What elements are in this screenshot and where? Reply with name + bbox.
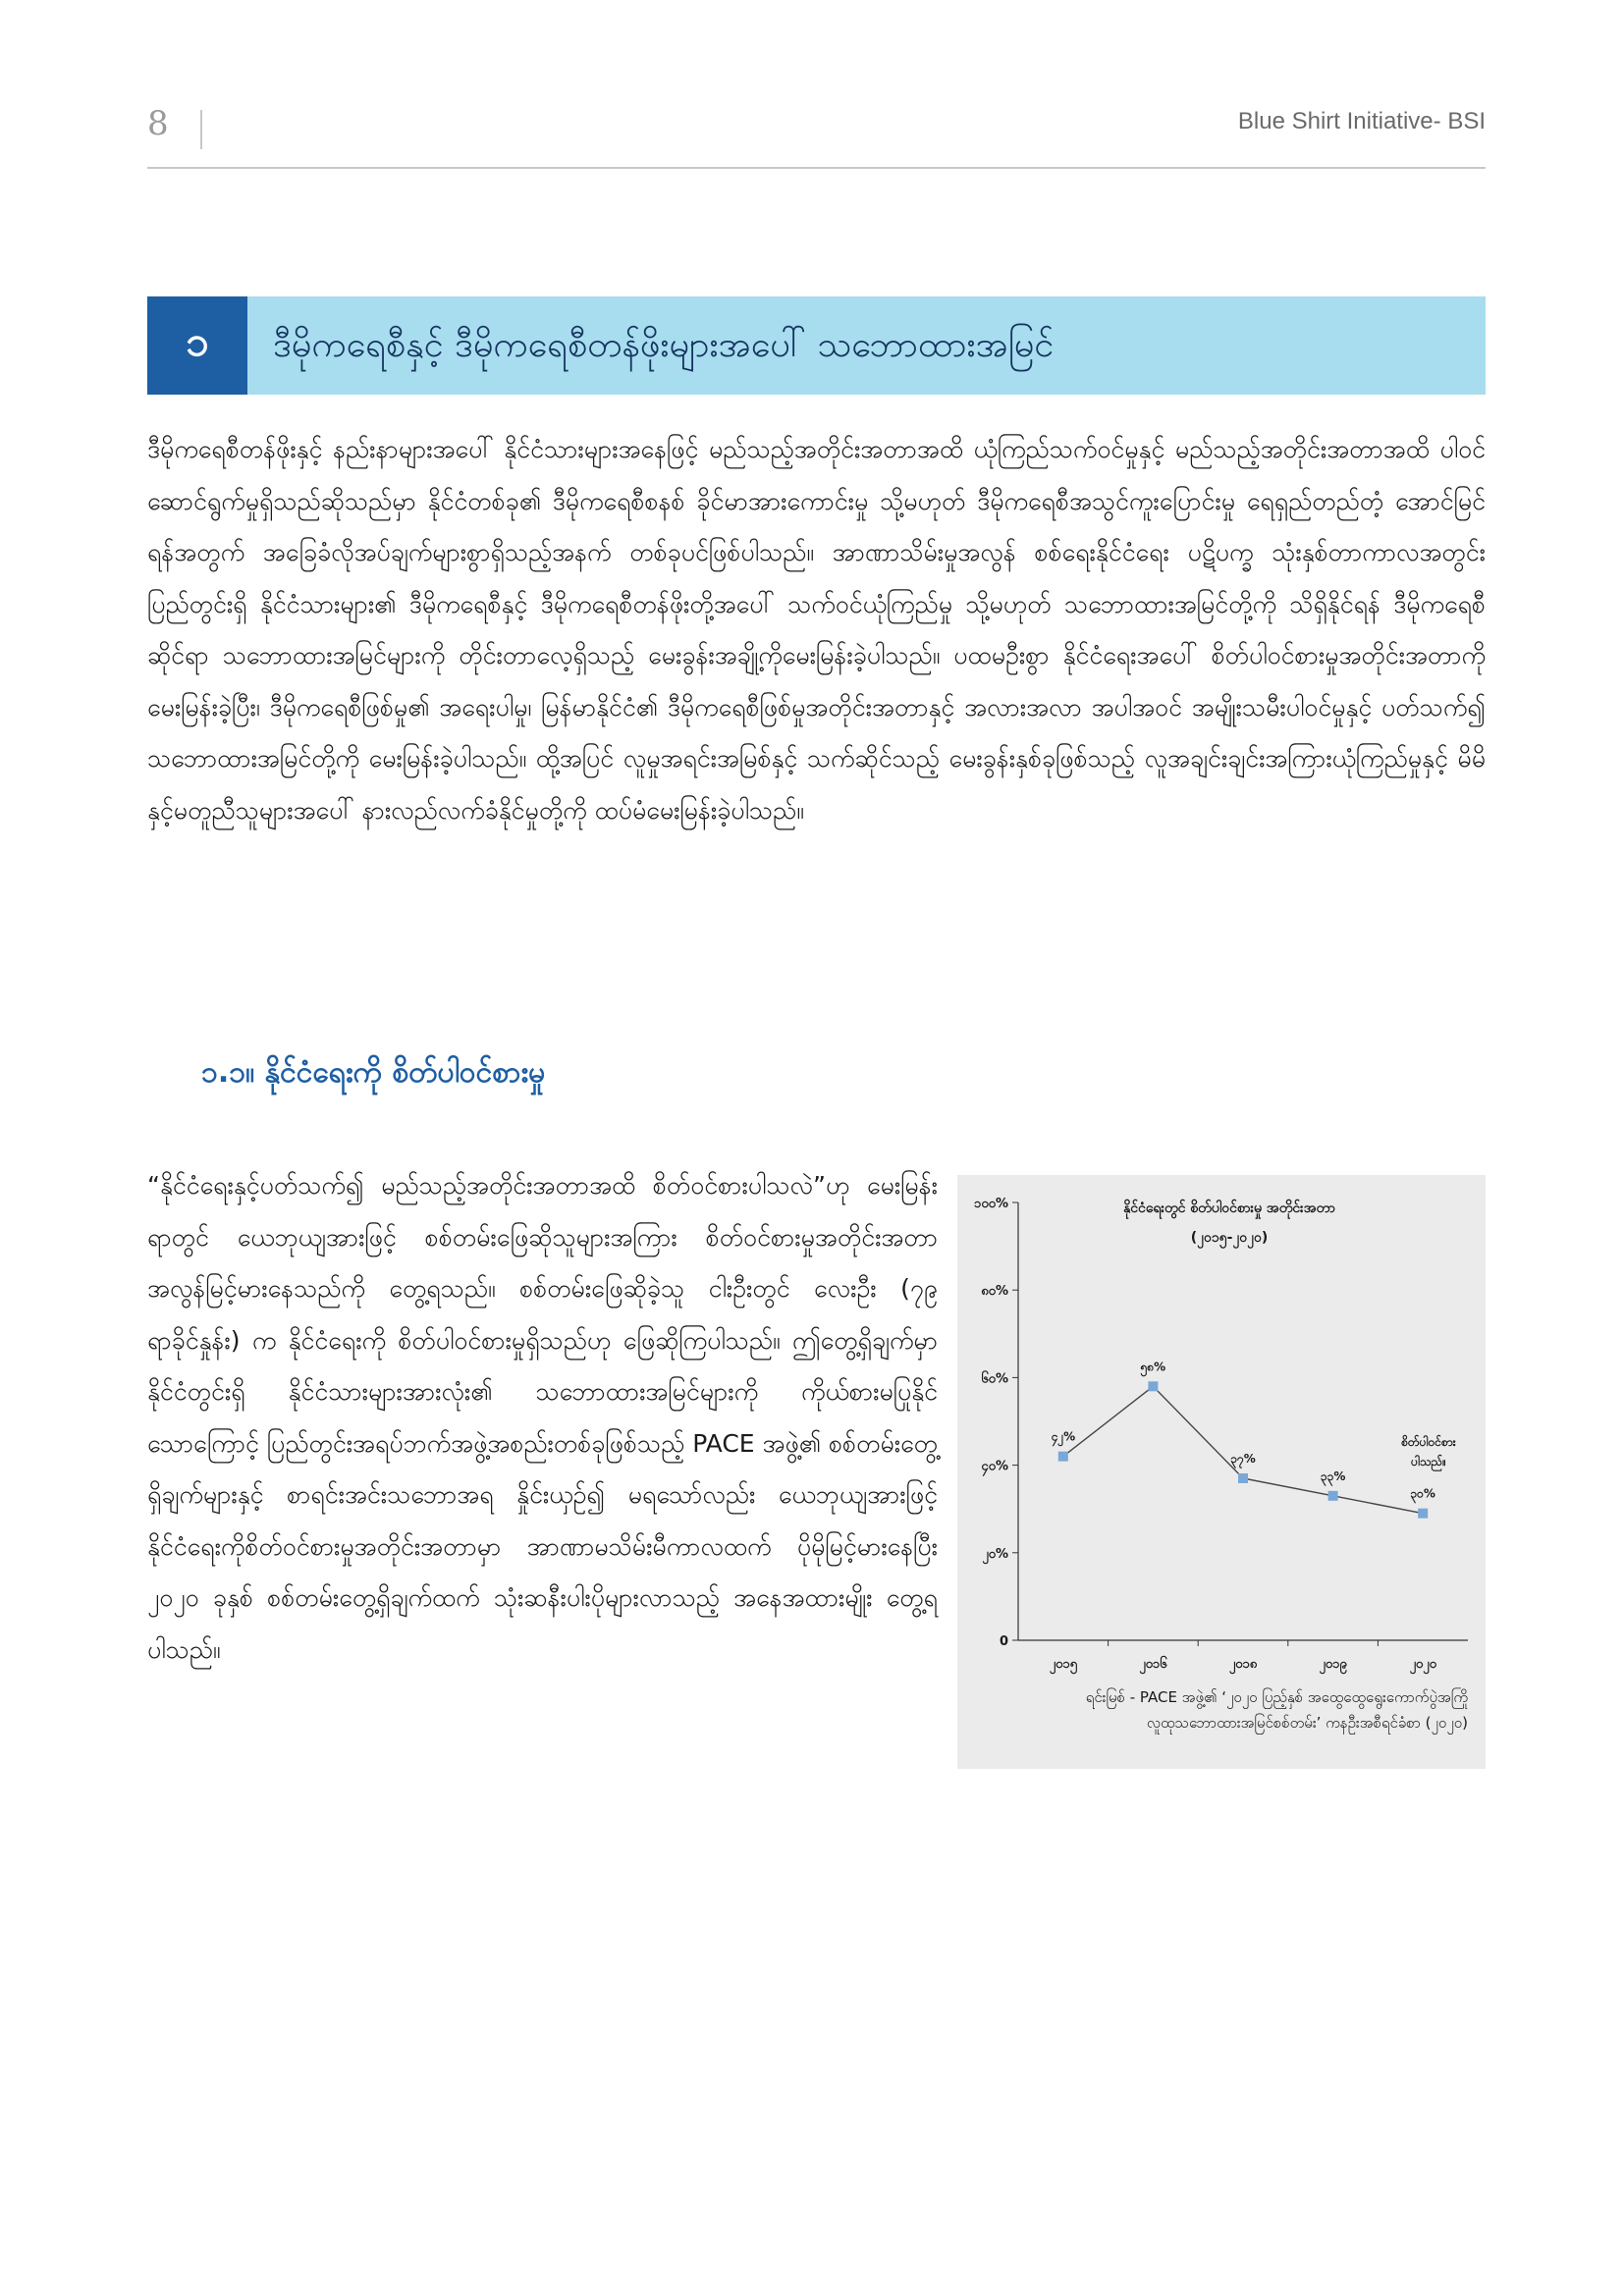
data-point: [1418, 1509, 1428, 1519]
section-banner: [147, 296, 1486, 395]
data-point: [1328, 1491, 1338, 1501]
source-line-2: လူထုသဘောထားအမြင်စစ်တမ်း’ ကနဦးအစီရင်ခံစာ (၂၀၂၀): [1146, 1714, 1468, 1732]
section-number: ၁: [147, 296, 247, 395]
chart-ticks: [974, 1197, 1437, 1675]
document-title: Blue Shirt Initiative- BSI: [1237, 108, 1486, 134]
section-title: ဒီမိုကရေစီနှင့် ဒီမိုကရေစီတန်ဖိုးများအပေါ် သဘောထားအမြင်: [273, 325, 1055, 365]
chart-source-note: [957, 1684, 1468, 1735]
data-point: [1148, 1381, 1158, 1391]
x-tick-label: ၂၀၁၈: [1228, 1657, 1258, 1672]
page-number: 8: [147, 104, 169, 143]
chart-annotation-line2: ပါသည်။: [1411, 1455, 1446, 1468]
series-line: [1063, 1386, 1423, 1513]
intro-paragraph-block: [147, 424, 1486, 836]
source-line-1: ရင်းမြစ် - PACE အဖွဲ့၏ ‘၂၀၂၀ ပြည့်နှစ် အထွေထွေရွေးကောက်ပွဲအကြို: [1085, 1688, 1468, 1706]
x-tick-label: ၂၀၁၉: [1319, 1657, 1347, 1672]
page-header: [147, 98, 1486, 169]
header-divider: [200, 110, 202, 149]
chart-series: [1050, 1360, 1435, 1518]
line-chart: [957, 1175, 1486, 1769]
chart-title: နိုင်ငံရေးတွင် စိတ်ပါဝင်စားမှု အတိုင်းအတာ: [1123, 1201, 1335, 1216]
subsection-title: ၁.၁။ နိုင်ငံရေးကို စိတ်ပါဝင်စားမှု: [201, 1055, 546, 1090]
data-label: ၃၃%: [1320, 1468, 1346, 1483]
y-tick-label: ၈၀%: [981, 1284, 1008, 1300]
y-tick-label: ၆၀%: [981, 1371, 1008, 1387]
data-point: [1238, 1473, 1248, 1483]
data-point: [1058, 1452, 1068, 1462]
x-tick-label: ၂၀၁၆: [1139, 1657, 1167, 1672]
chart-annotation: စိတ်ပါဝင်စား: [1401, 1435, 1456, 1449]
x-tick-label: ၂၀၂၀: [1409, 1657, 1436, 1672]
data-label: ၃၀%: [1410, 1486, 1435, 1501]
body-paragraph: “နိုင်ငံရေးနှင့်ပတ်သက်၍ မည်သည့်အတိုင်းအတာအထိ စိတ်ဝင်စားပါသလဲ”ဟု မေးမြန်းရာတွင် ယေဘုယျအားဖြင့် စစ်တမ်းဖြေဆိုသူများအကြား စိတ်ဝင်စားမှုအတိုင်းအတာ အလွန်မြင့်မားနေသည်ကို တွေ့ရသည်။ စစ်တမ်းဖြေဆိုခဲ့သူ ငါးဦးတွင် လေးဦး (၇၉ ရာခိုင်နှုန်း) က နိုင်ငံရေးကို စိတ်ပါဝင်စားမှုရှိသည်ဟု ဖြေဆိုကြပါသည်။ ဤတွေ့ရှိချက်မှာ နိုင်ငံတွင်းရှိ နိုင်ငံသားများအားလုံး၏ သဘောထားအမြင်များကို ကိုယ်စားမပြုနိုင်သောကြောင့် ပြည်တွင်းအရပ်ဘက်အဖွဲ့အစည်းတစ်ခုဖြစ်သည့် PACE အဖွဲ့၏ စစ်တမ်းတွေ့ရှိချက်များနှင့် စာရင်းအင်းသဘောအရ နှိုင်းယှဉ်၍ မရသော်လည်း ယေဘုယျအားဖြင့် နိုင်ငံရေးကိုစိတ်ဝင်စားမှုအတိုင်းအတာမှာ အာဏာမသိမ်းမီကာလထက် ပိုမိုမြင့်မားနေပြီး ၂၀၂၀ ခုနှစ် စစ်တမ်းတွေ့ရှိချက်ထက် သုံးဆနီးပါးပိုများလာသည့် အနေအထားမျိုး တွေ့ရပါသည်။: [147, 1171, 938, 1664]
data-label: ၄၂%: [1051, 1429, 1076, 1444]
chart-axes: [1018, 1202, 1468, 1640]
y-tick-label: ၄၀%: [981, 1459, 1008, 1474]
intro-paragraph: ဒီမိုကရေစီတန်ဖိုးနှင့် နည်းနာများအပေါ် နိုင်ငံသားများအနေဖြင့် မည်သည့်အတိုင်းအတာအထိ ယုံကြည်သက်ဝင်မှုနှင့် မည်သည့်အတိုင်းအတာအထိ ပါဝင်ဆောင်ရွက်မှုရှိသည်ဆိုသည်မှာ နိုင်ငံတစ်ခု၏ ဒီမိုကရေစီစနစ် ခိုင်မာအားကောင်းမှု သို့မဟုတ် ဒီမိုကရေစီအသွင်ကူးပြောင်းမှု ရေရှည်တည်တံ့ အောင်မြင်ရန်အတွက် အခြေခံလိုအပ်ချက်များစွာရှိသည့်အနက် တစ်ခုပင်ဖြစ်ပါသည်။ အာဏာသိမ်းမှုအလွန် စစ်ရေးနိုင်ငံရေး ပဋိပက္ခ သုံးနှစ်တာကာလအတွင်း ပြည်တွင်းရှိ နိုင်ငံသားများ၏ ဒီမိုကရေစီနှင့် ဒီမိုကရေစီတန်ဖိုးတို့အပေါ် သက်ဝင်ယုံကြည်မှု သို့မဟုတ် သဘောထားအမြင်တို့ကို သိရှိနိုင်ရန် ဒီမိုကရေစီဆိုင်ရာ သဘောထားအမြင်များကို တိုင်းတာလေ့ရှိသည့် မေးခွန်းအချို့ကိုမေးမြန်းခဲ့ပါသည်။ ပထမဦးစွာ နိုင်ငံရေးအပေါ် စိတ်ပါဝင်စားမှုအတိုင်းအတာကိုမေးမြန်းခဲ့ပြီး၊ ဒီမိုကရေစီဖြစ်မှု၏ အရေးပါမှု၊ မြန်မာနိုင်ငံ၏ ဒီမိုကရေစီဖြစ်မှုအတိုင်းအတာနှင့် အလားအလာ အပါအဝင် အမျိုးသမီးပါဝင်မှုနှင့် ပတ်သက်၍ သဘောထားအမြင်တို့ကို မေးမြန်းခဲ့ပါသည်။ ထို့အပြင် လူမှုအရင်းအမြစ်နှင့် သက်ဆိုင်သည့် မေးခွန်းနှစ်ခုဖြစ်သည့် လူအချင်းချင်းအကြားယုံကြည်မှုနှင့် မိမိနှင့်မတူညီသူများအပေါ် နားလည်လက်ခံနိုင်မှုတို့ကို ထပ်မံမေးမြန်းခဲ့ပါသည်။: [147, 435, 1486, 825]
body-paragraph-block: [147, 1160, 938, 1676]
data-label: ၃၇%: [1230, 1451, 1256, 1466]
y-tick-label: ၁၀၀%: [974, 1197, 1008, 1211]
data-label: ၅၈%: [1140, 1360, 1166, 1374]
y-tick-label: 0: [999, 1634, 1008, 1649]
x-tick-label: ၂၀၁၅: [1049, 1657, 1077, 1672]
y-tick-label: ၂၀%: [982, 1546, 1008, 1562]
chart-panel: [957, 1175, 1486, 1769]
chart-subtitle: (၂၀၁၅-၂၀၂၀): [1190, 1230, 1269, 1246]
